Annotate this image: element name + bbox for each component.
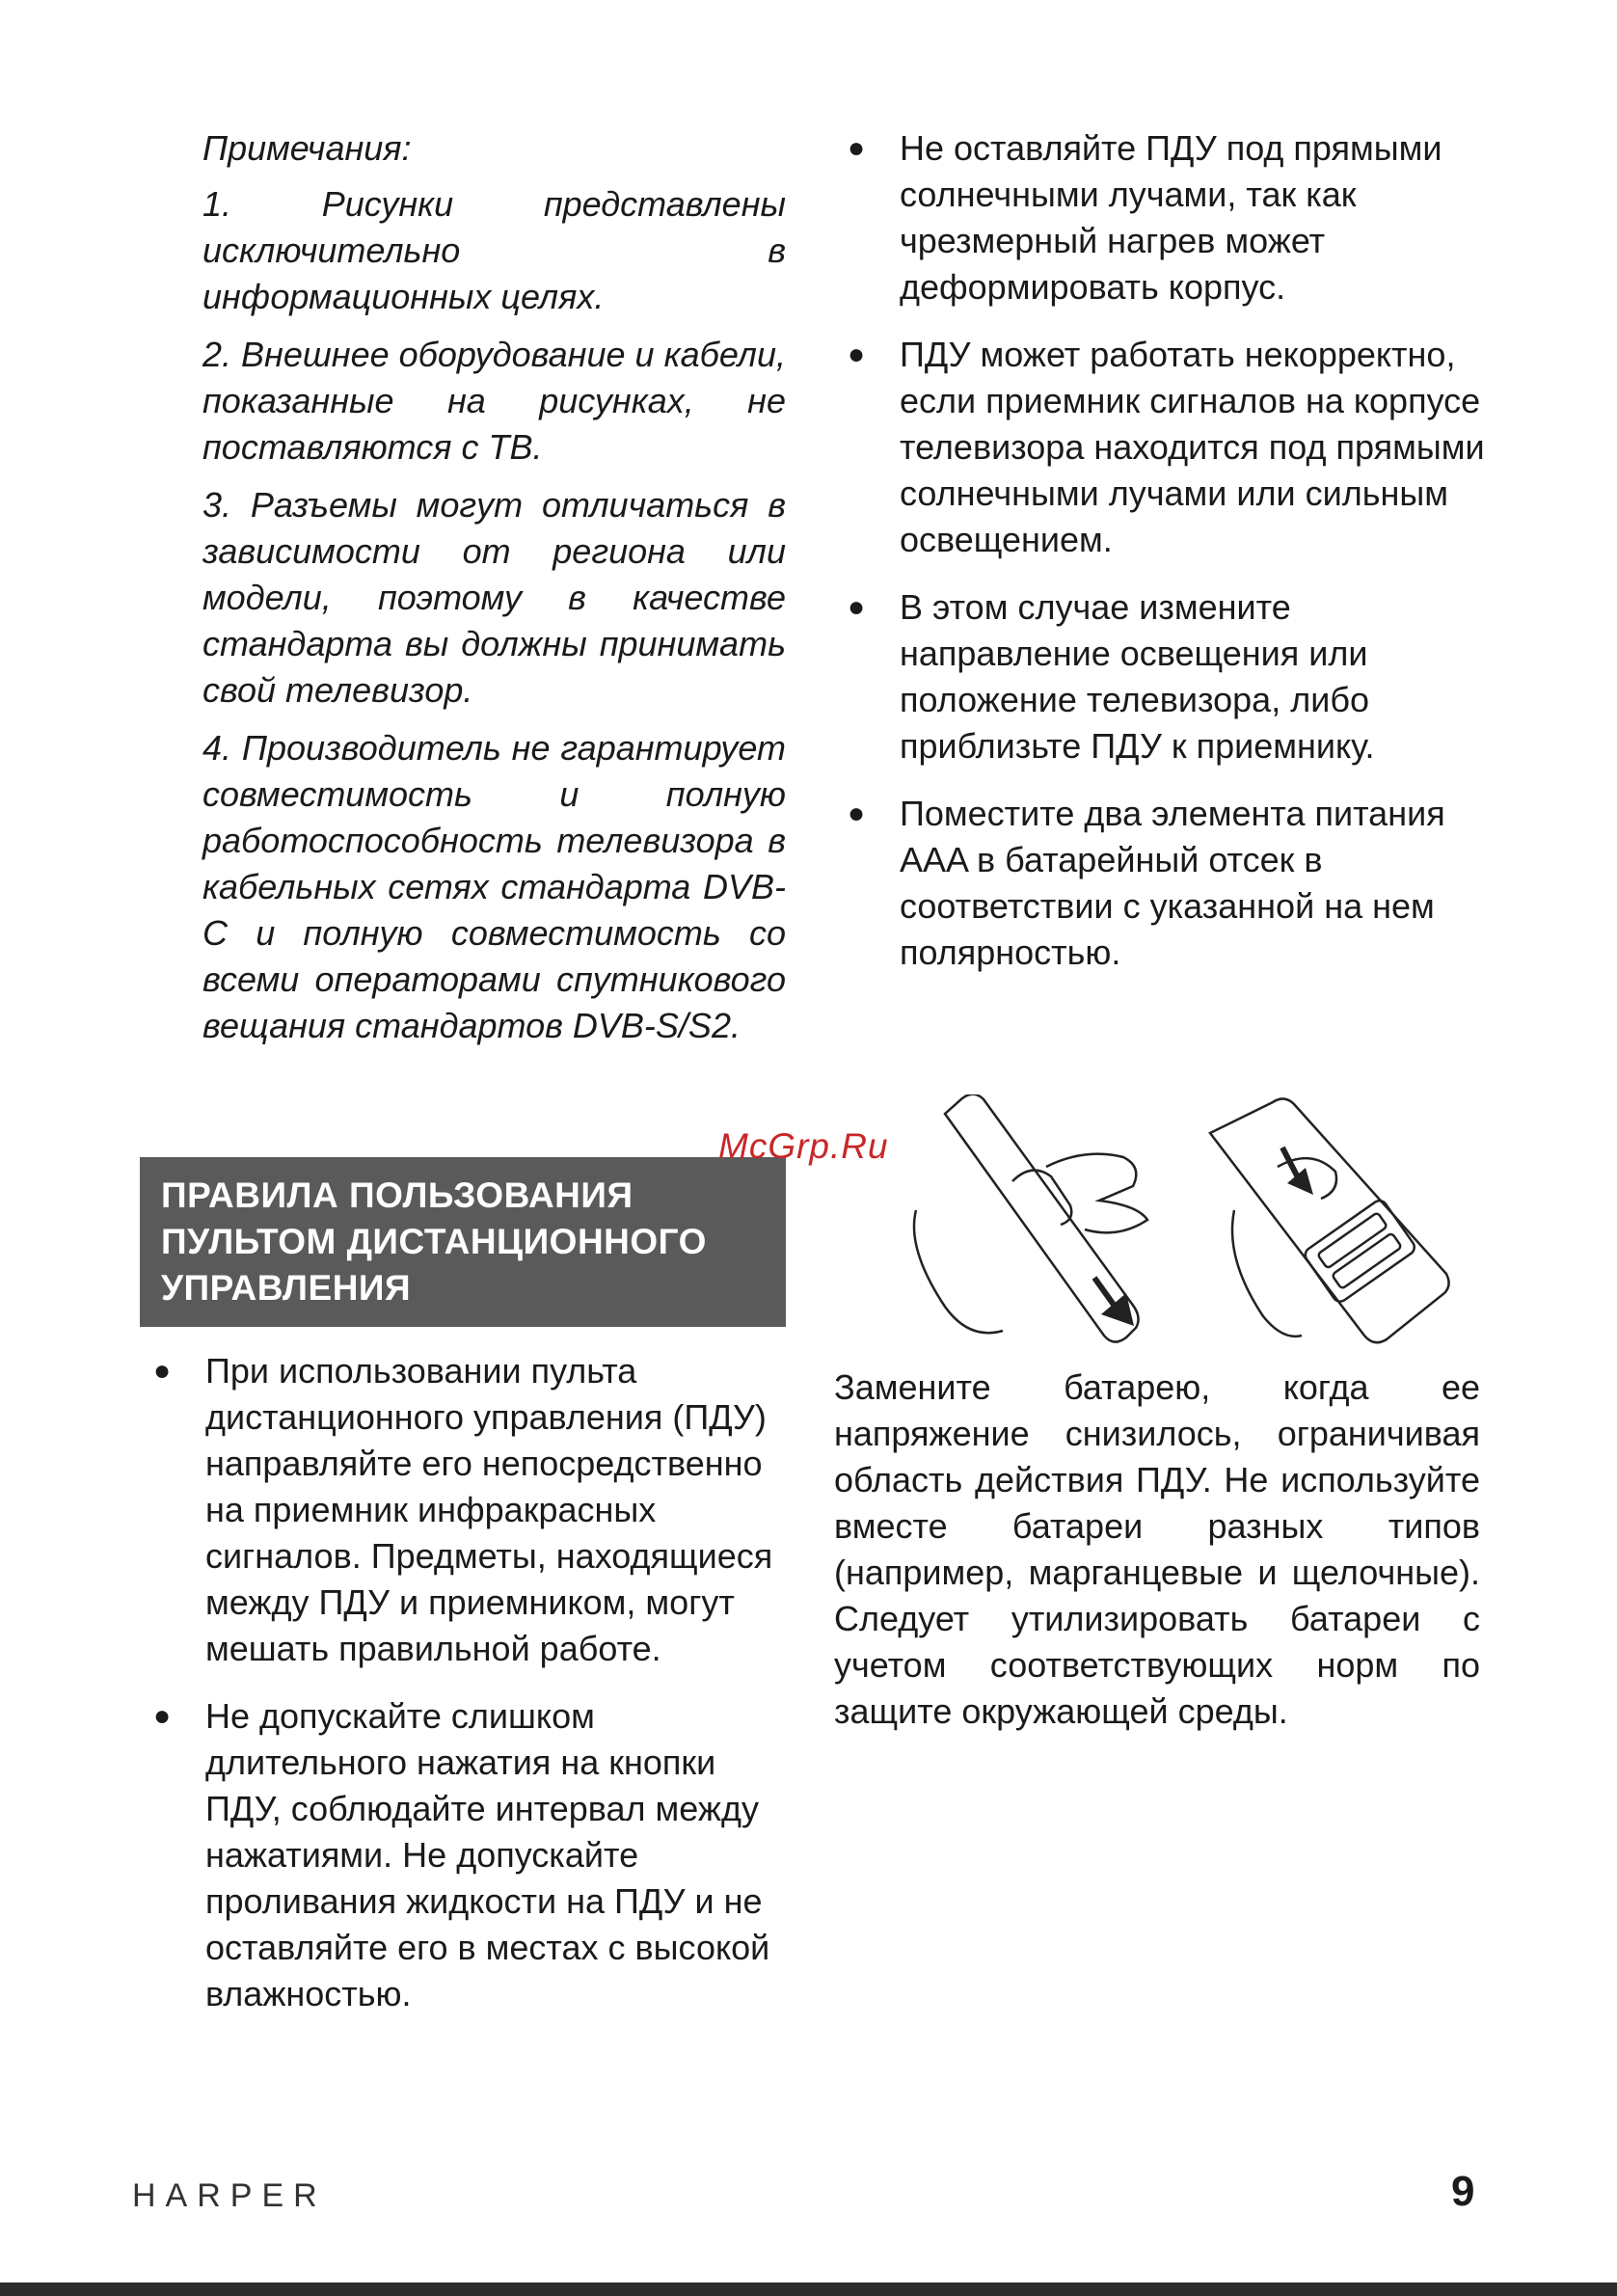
bullet-dot-icon: ●: [848, 338, 866, 370]
page-number: 9: [1451, 2168, 1475, 2215]
bullet-text: ПДУ может работать некорректно, если приемник сигналов на корпусе телевизора находится под прямыми солнечными лучами или сильным освещением.: [900, 335, 1485, 559]
hand-outline-right: [1232, 1210, 1302, 1337]
remote-body-right: [1210, 1098, 1449, 1342]
hand-outline-left: [914, 1210, 1003, 1333]
bullet-dot-icon: ●: [153, 1355, 172, 1387]
section-heading-line: УПРАВЛЕНИЯ: [161, 1268, 412, 1308]
arrow-down-icon: [1287, 1168, 1313, 1195]
note-item: 3. Разъемы могут отличаться в зависимости от региона или модели, поэтому в качестве стандарта вы должны принимать свой телевизор.: [202, 485, 786, 710]
bullet-dot-icon: ●: [153, 1700, 172, 1732]
left-bullet-list: [140, 1348, 791, 2039]
remote-battery-illustration: [877, 1094, 1456, 1345]
bullet-item: [834, 791, 1490, 976]
notes-block: [202, 125, 786, 1061]
brand-logo: HARPER: [132, 2177, 327, 2214]
bullet-dot-icon: ●: [848, 797, 866, 829]
bullet-item: [140, 1693, 791, 2017]
section-heading-line: ПРАВИЛА ПОЛЬЗОВАНИЯ: [161, 1175, 633, 1215]
section-heading: [140, 1157, 786, 1327]
bullet-text: Не оставляйте ПДУ под прямыми солнечными лучами, так как чрезмерный нагрев может деформировать корпус.: [900, 128, 1442, 307]
remote-body-left: [945, 1094, 1139, 1342]
battery-paragraph: Замените батарею, когда ее напряжение снизилось, ограничивая область действия ПДУ. Не используйте вместе батареи разных типов (например, марганцевые и щелочные). Следует утилизировать батареи с учетом соответствующих норм по защите окружающей среды.: [834, 1367, 1480, 1731]
bullet-text: Не допускайте слишком длительного нажатия на кнопки ПДУ, соблюдайте интервал между нажатиями. Не допускайте проливания жидкости на ПДУ и не оставляйте его в местах с высокой влажностью.: [205, 1696, 770, 2013]
note-item: 4. Производитель не гарантирует совместимость и полную работоспособность телевизора в кабельных сетях стандарта DVB-C и полную совместимость со всеми операторами спутникового вещания стандартов DVB-S/S2.: [202, 728, 786, 1045]
bullet-item: [140, 1348, 791, 1672]
bullet-item: [834, 584, 1490, 770]
bullet-dot-icon: ●: [848, 591, 866, 623]
bottom-bar: [0, 2282, 1617, 2296]
bullet-text: Поместите два элемента питания AAA в батарейный отсек в соответствии с указанной на нем полярностью.: [900, 794, 1445, 972]
notes-title: Примечания:: [202, 128, 412, 168]
bullet-item: [834, 125, 1490, 311]
battery-compartment: [1303, 1198, 1417, 1305]
right-bullet-list: [834, 125, 1490, 997]
note-item: 1. Рисунки представлены исключительно в информационных целях.: [202, 184, 786, 316]
watermark: McGrp.Ru: [718, 1126, 889, 1166]
remote-battery-illustration-right: [1210, 1098, 1449, 1342]
bullet-dot-icon: ●: [848, 132, 866, 164]
section-heading-line: ПУЛЬТОМ ДИСТАНЦИОННОГО: [161, 1222, 707, 1261]
bullet-item: [834, 332, 1490, 563]
bullet-text: При использовании пульта дистанционного управления (ПДУ) направляйте его непосредственно на приемник инфракрасных сигналов. Предметы, находящиеся между ПДУ и приемником, могут мешать правильной работе.: [205, 1351, 773, 1668]
bullet-text: В этом случае измените направление освещения или положение телевизора, либо приблизьте ПДУ к приемнику.: [900, 587, 1375, 766]
note-item: 2. Внешнее оборудование и кабели, показанные на рисунках, не поставляются с ТВ.: [202, 335, 786, 467]
remote-open-illustration: [914, 1094, 1147, 1342]
